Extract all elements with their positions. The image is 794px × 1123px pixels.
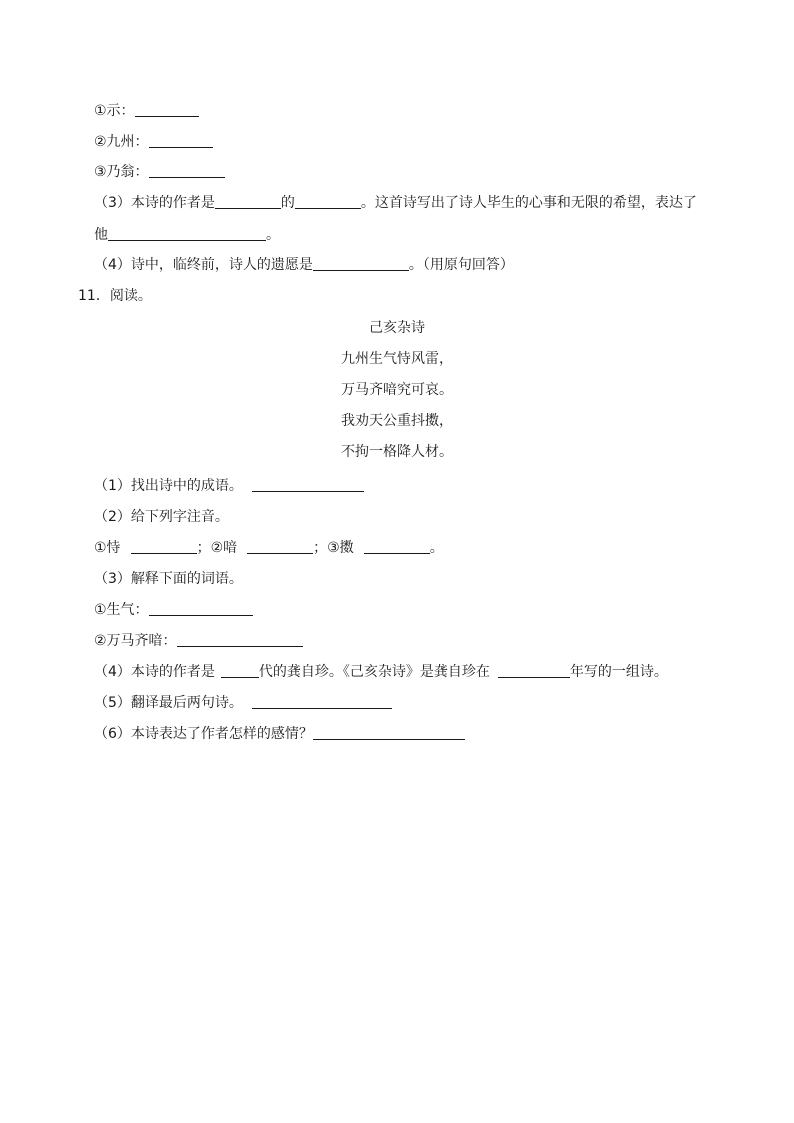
q4-text-part1: （4）诗中，临终前，诗人的遗愿是 [94, 257, 313, 273]
q3-line2-start: 他 [94, 227, 108, 243]
end-mark: 。 [429, 540, 444, 556]
answer-blank[interactable] [135, 102, 199, 117]
poem-line: 我劝天公重抖擞， [341, 413, 453, 429]
separator: ； [313, 540, 328, 556]
answer-blank[interactable] [313, 256, 409, 271]
char-label: ①恃 [94, 540, 121, 556]
char-label: ③擞 [327, 540, 354, 556]
item-label: ③乃翁： [94, 164, 149, 180]
sub6-text: （6）本诗表达了作者怎样的感情？ [94, 726, 313, 742]
answer-blank[interactable] [221, 663, 259, 678]
sub-question-1 [94, 476, 364, 496]
separator: ； [196, 540, 211, 556]
sub-question-5 [94, 693, 392, 713]
answer-blank[interactable] [295, 194, 361, 209]
pinyin-items [94, 538, 444, 558]
prev-q4 [94, 255, 514, 275]
answer-blank[interactable] [498, 663, 570, 678]
answer-blank[interactable] [149, 601, 253, 616]
q3-line2-end: 。 [266, 227, 280, 243]
q4-text-part2: 。（用原句回答） [408, 257, 514, 273]
char-label: ②喑 [210, 540, 238, 556]
answer-blank[interactable] [149, 133, 213, 148]
answer-blank[interactable] [364, 539, 430, 554]
poem-title: 己亥杂诗 [369, 320, 425, 336]
sub-question-3: （3）解释下面的词语。 [94, 571, 243, 587]
item-naiweng [94, 162, 225, 182]
question-11-number: 11．阅读。 [78, 288, 152, 304]
answer-blank[interactable] [108, 226, 266, 241]
answer-blank[interactable] [131, 539, 197, 554]
q3-text-part1: （3）本诗的作者是 [94, 195, 215, 211]
sub4-text-part2: 代的龚自珍。《己亥杂诗》是龚自珍在 [258, 664, 490, 680]
sub1-text: （1）找出诗中的成语。 [94, 478, 243, 494]
poem-line: 九州生气恃风雷， [341, 351, 453, 367]
item-shi [94, 101, 199, 121]
sub-question-2: （2）给下列字注音。 [94, 509, 229, 525]
sub-question-6 [94, 724, 465, 744]
sub-question-4 [94, 662, 668, 682]
sub4-text-part1: （4）本诗的作者是 [94, 664, 215, 680]
answer-blank[interactable] [215, 194, 281, 209]
answer-blank[interactable] [252, 694, 392, 709]
prev-q3-line2 [94, 225, 280, 245]
answer-blank[interactable] [149, 163, 225, 178]
poem-line: 万马齐喑究可哀。 [341, 382, 453, 398]
item-jiuzhou [94, 132, 213, 152]
answer-blank[interactable] [252, 477, 364, 492]
prev-q3-line1 [94, 193, 697, 213]
answer-blank[interactable] [177, 632, 303, 647]
item-label: ②九州： [94, 134, 149, 150]
item-label: ②万马齐喑： [94, 633, 177, 649]
q3-text-part2: 的 [280, 195, 295, 211]
item-label: ①示： [94, 103, 135, 119]
sub4-text-part3: 年写的一组诗。 [569, 664, 668, 680]
q3-text-part3: 。这首诗写出了诗人毕生的心事和无限的希望，表达了 [360, 195, 697, 211]
poem-line: 不拘一格降人材。 [341, 444, 453, 460]
answer-blank[interactable] [247, 539, 313, 554]
sub5-text: （5）翻译最后两句诗。 [94, 695, 243, 711]
item-label: ①生气： [94, 602, 149, 618]
item-shengqi [94, 600, 253, 620]
answer-blank[interactable] [313, 725, 465, 740]
item-wanmaqiyin [94, 631, 303, 651]
